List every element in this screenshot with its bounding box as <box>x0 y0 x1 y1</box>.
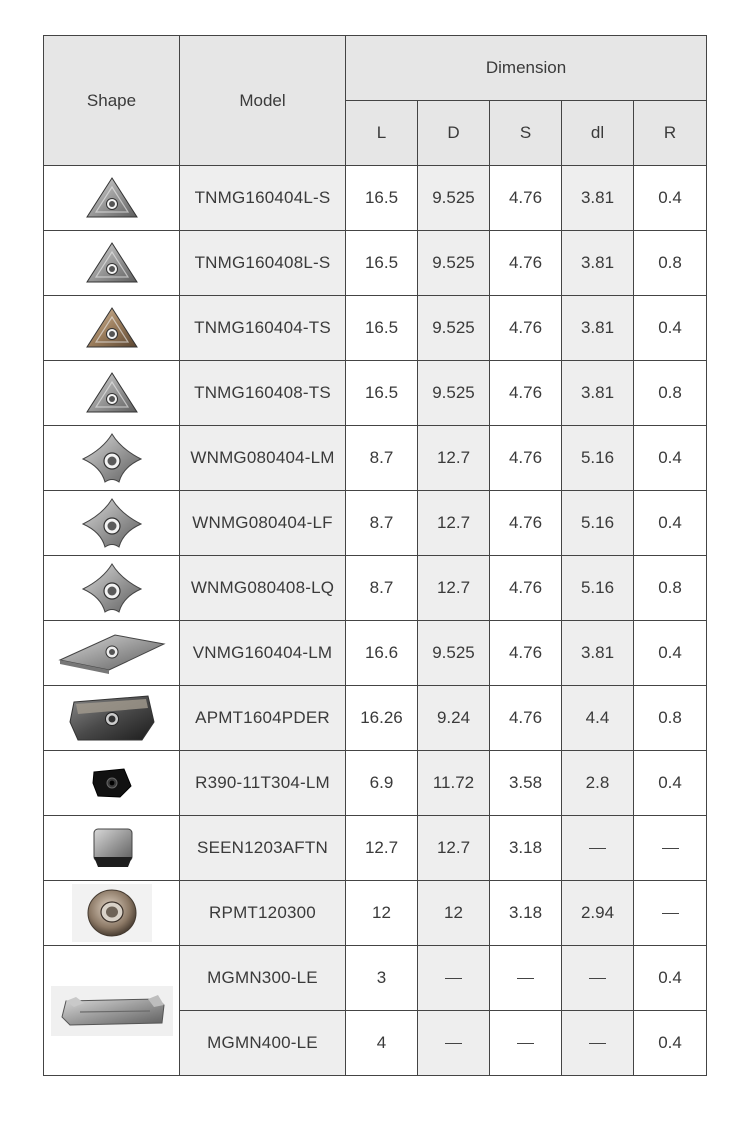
header-model: Model <box>180 36 346 166</box>
value-d: 12 <box>418 881 490 946</box>
empty-dash <box>517 1043 534 1044</box>
model-cell: APMT1604PDER <box>180 686 346 751</box>
shape-cell <box>44 166 180 231</box>
shape-cell <box>44 296 180 361</box>
value-d: 12.7 <box>418 426 490 491</box>
shape-cell <box>44 686 180 751</box>
value-l: 3 <box>346 946 418 1011</box>
model-cell: WNMG080404-LF <box>180 491 346 556</box>
round-insert-icon <box>44 883 179 943</box>
value-l: 16.26 <box>346 686 418 751</box>
empty-dash <box>445 1043 462 1044</box>
value-r <box>634 881 707 946</box>
trigon-insert-icon <box>44 431 179 485</box>
model-cell: TNMG160408L-S <box>180 231 346 296</box>
value-r: 0.4 <box>634 946 707 1011</box>
value-dl: 4.4 <box>562 686 634 751</box>
rhombic-insert-icon <box>44 630 179 676</box>
value-l: 12 <box>346 881 418 946</box>
value-dl: 3.81 <box>562 361 634 426</box>
value-s <box>490 1011 562 1076</box>
value-s: 3.58 <box>490 751 562 816</box>
grooving-insert-icon <box>44 985 179 1037</box>
value-l: 4 <box>346 1011 418 1076</box>
table-row <box>44 881 707 946</box>
empty-dash <box>662 848 679 849</box>
model-cell: VNMG160404-LM <box>180 621 346 686</box>
square-insert-icon <box>44 825 179 871</box>
empty-dash <box>445 978 462 979</box>
triangle-insert-icon <box>44 240 179 286</box>
value-dl: 5.16 <box>562 491 634 556</box>
value-s: 4.76 <box>490 231 562 296</box>
table-row <box>44 296 707 361</box>
value-d: 9.525 <box>418 166 490 231</box>
value-s: 4.76 <box>490 426 562 491</box>
table-row <box>44 231 707 296</box>
header-dimension: Dimension <box>346 36 707 101</box>
value-r: 0.4 <box>634 621 707 686</box>
value-r: 0.4 <box>634 166 707 231</box>
model-cell: MGMN400-LE <box>180 1011 346 1076</box>
value-dl <box>562 1011 634 1076</box>
value-dl: 2.8 <box>562 751 634 816</box>
value-l: 16.5 <box>346 231 418 296</box>
value-s: 4.76 <box>490 166 562 231</box>
value-d: 9.525 <box>418 296 490 361</box>
table-row <box>44 686 707 751</box>
empty-dash <box>589 1043 606 1044</box>
value-r: 0.8 <box>634 686 707 751</box>
value-l: 6.9 <box>346 751 418 816</box>
value-d: 9.525 <box>418 621 490 686</box>
table-row <box>44 166 707 231</box>
value-dl: 2.94 <box>562 881 634 946</box>
value-l: 8.7 <box>346 556 418 621</box>
header-col-s: S <box>490 101 562 166</box>
header-shape: Shape <box>44 36 180 166</box>
model-cell: SEEN1203AFTN <box>180 816 346 881</box>
table-row <box>44 491 707 556</box>
value-dl: 3.81 <box>562 296 634 361</box>
value-dl: 3.81 <box>562 231 634 296</box>
table-row <box>44 426 707 491</box>
value-r: 0.8 <box>634 231 707 296</box>
value-d <box>418 946 490 1011</box>
empty-dash <box>662 913 679 914</box>
trigon-insert-icon <box>44 561 179 615</box>
shape-cell <box>44 361 180 426</box>
table-row <box>44 361 707 426</box>
value-l: 16.5 <box>346 361 418 426</box>
value-dl: 3.81 <box>562 621 634 686</box>
shape-cell <box>44 751 180 816</box>
model-cell: RPMT120300 <box>180 881 346 946</box>
trigon-insert-icon <box>44 496 179 550</box>
value-l: 16.6 <box>346 621 418 686</box>
value-d: 9.24 <box>418 686 490 751</box>
value-d: 12.7 <box>418 491 490 556</box>
value-s: 3.18 <box>490 881 562 946</box>
empty-dash <box>517 978 534 979</box>
header-col-r: R <box>634 101 707 166</box>
value-r <box>634 816 707 881</box>
value-s: 4.76 <box>490 491 562 556</box>
table-row <box>44 946 707 1011</box>
shape-cell <box>44 426 180 491</box>
value-d: 11.72 <box>418 751 490 816</box>
model-cell: MGMN300-LE <box>180 946 346 1011</box>
value-l: 12.7 <box>346 816 418 881</box>
value-d: 9.525 <box>418 231 490 296</box>
black-milling-insert-icon <box>44 766 179 800</box>
header-col-dl: dl <box>562 101 634 166</box>
header-col-d: D <box>418 101 490 166</box>
value-dl: 5.16 <box>562 556 634 621</box>
empty-dash <box>589 978 606 979</box>
value-l: 8.7 <box>346 426 418 491</box>
table-row <box>44 556 707 621</box>
value-d: 12.7 <box>418 816 490 881</box>
shape-cell <box>44 881 180 946</box>
model-cell: R390-11T304-LM <box>180 751 346 816</box>
triangle-insert-icon <box>44 370 179 416</box>
empty-dash <box>589 848 606 849</box>
value-r: 0.4 <box>634 491 707 556</box>
value-d: 12.7 <box>418 556 490 621</box>
shape-cell <box>44 816 180 881</box>
table-row <box>44 751 707 816</box>
table-row <box>44 621 707 686</box>
value-r: 0.4 <box>634 426 707 491</box>
header-col-l: L <box>346 101 418 166</box>
value-s <box>490 946 562 1011</box>
value-l: 8.7 <box>346 491 418 556</box>
model-cell: TNMG160408-TS <box>180 361 346 426</box>
value-s: 3.18 <box>490 816 562 881</box>
value-dl: 5.16 <box>562 426 634 491</box>
shape-cell <box>44 946 180 1076</box>
milling-insert-icon <box>44 692 179 744</box>
value-dl: 3.81 <box>562 166 634 231</box>
value-s: 4.76 <box>490 621 562 686</box>
value-dl <box>562 816 634 881</box>
value-s: 4.76 <box>490 361 562 426</box>
value-s: 4.76 <box>490 556 562 621</box>
insert-spec-table <box>43 35 707 1076</box>
model-cell: TNMG160404L-S <box>180 166 346 231</box>
model-cell: WNMG080408-LQ <box>180 556 346 621</box>
model-cell: WNMG080404-LM <box>180 426 346 491</box>
value-s: 4.76 <box>490 296 562 361</box>
value-d <box>418 1011 490 1076</box>
value-r: 0.4 <box>634 296 707 361</box>
shape-cell <box>44 621 180 686</box>
shape-cell <box>44 231 180 296</box>
value-l: 16.5 <box>346 166 418 231</box>
model-cell: TNMG160404-TS <box>180 296 346 361</box>
shape-cell <box>44 556 180 621</box>
value-r: 0.8 <box>634 556 707 621</box>
value-dl <box>562 946 634 1011</box>
value-s: 4.76 <box>490 686 562 751</box>
value-r: 0.8 <box>634 361 707 426</box>
value-r: 0.4 <box>634 751 707 816</box>
shape-cell <box>44 491 180 556</box>
triangle-insert-icon <box>44 175 179 221</box>
triangle-insert-icon <box>44 305 179 351</box>
table-row <box>44 816 707 881</box>
value-d: 9.525 <box>418 361 490 426</box>
value-l: 16.5 <box>346 296 418 361</box>
value-r: 0.4 <box>634 1011 707 1076</box>
